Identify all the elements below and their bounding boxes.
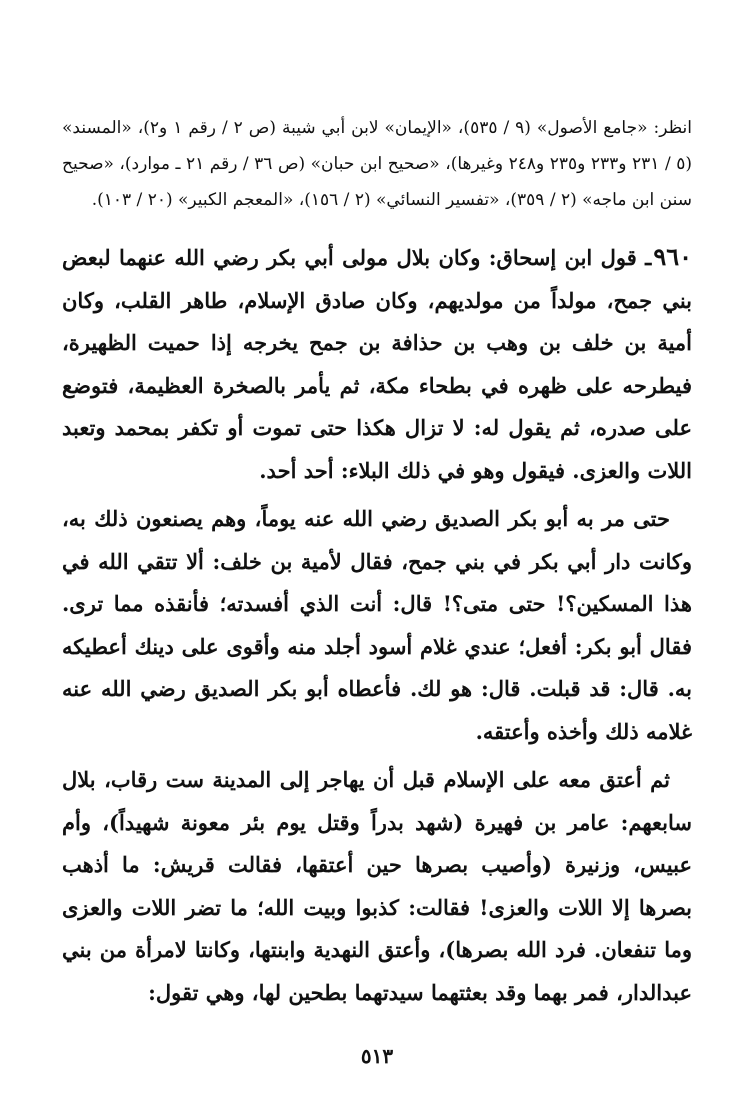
page-number: ٥١٣ (360, 1044, 394, 1068)
paragraph-freed-slaves: ثم أعتق معه على الإسلام قبل أن يهاجر إلى المدينة ست رقاب، بلال سابعهم: عامر بن فهيرة (شهد بدراً وقتل يوم بئر معونة شهيداً)، وأم عبيس، وزنيرة (وأصيب بصرها حين أعتقها، فقالت قريش: ما أذهب بصرها إلا اللات والعزى! فقالت: كذبوا وبيت الله؛ ما تضر اللات والعزى وما تنفعان. فرد الله بصرها)، وأعتق النهدية وابنتها، وكانتا لامرأة من بني عبدالدار، فمر بهما وقد بعثتهما سيدتهما بطحين لها، وهي تقول: (62, 767, 692, 1005)
footnote-references: انظر: «جامع الأصول» (٩ / ٥٣٥)، «الإيمان» لابن أبي شيبة (ص ٢ / رقم ١ و٢)، «المسند» (٥ / ٢٣١ و٢٣٣ و٢٣٥ و٢٤٨ وغيرها)، «صحيح ابن حبان» (ص ٣٦ / رقم ٢١ ـ موارد)، «صحيح سنن ابن ماجه» (٢ / ٣٥٩)، «تفسير النسائي» (٢ / ١٥٦)، «المعجم الكبير» (٢٠ / ١٠٣). (62, 118, 693, 210)
paragraph-hadith-960-text: ـ قول ابن إسحاق: وكان بلال مولى أبي بكر رضي الله عنهما لبعض بني جمح، مولداً من مولديهم، وكان صادق الإسلام، طاهر القلب، وكان أمية بن خلف بن وهب بن حذافة بن جمح يخرجه إذا حميت الظهيرة، فيطرحه على ظهره في بطحاء مكة، ثم يأمر بالصخرة العظيمة، فتوضع على صدره، ثم يقول له: لا تزال هكذا حتى تموت أو تكفر بمحمد وتعبد اللات والعزى. فيقول وهو في ذلك البلاء: أحد أحد. (62, 245, 693, 483)
hadith-number: ٩٦٠ (653, 242, 692, 271)
paragraph-hadith-960 (62, 236, 692, 492)
page-body (62, 110, 692, 1014)
paragraph-abu-bakr: حتى مر به أبو بكر الصديق رضي الله عنه يوماً، وهم يصنعون ذلك به، وكانت دار أبي بكر في بني جمح، فقال لأمية بن خلف: ألا تتقي الله في هذا المسكين؟! حتى متى؟! قال: أنت الذي أفسدته؛ فأنقذه مما ترى. فقال أبو بكر: أفعل؛ عندي غلام أسود أجلد منه وأقوى على دينك أعطيكه به. قال: قد قبلت. قال: هو لك. فأعطاه أبو بكر الصديق رضي الله عنه غلامه ذلك وأخذه وأعتقه. (62, 506, 692, 744)
